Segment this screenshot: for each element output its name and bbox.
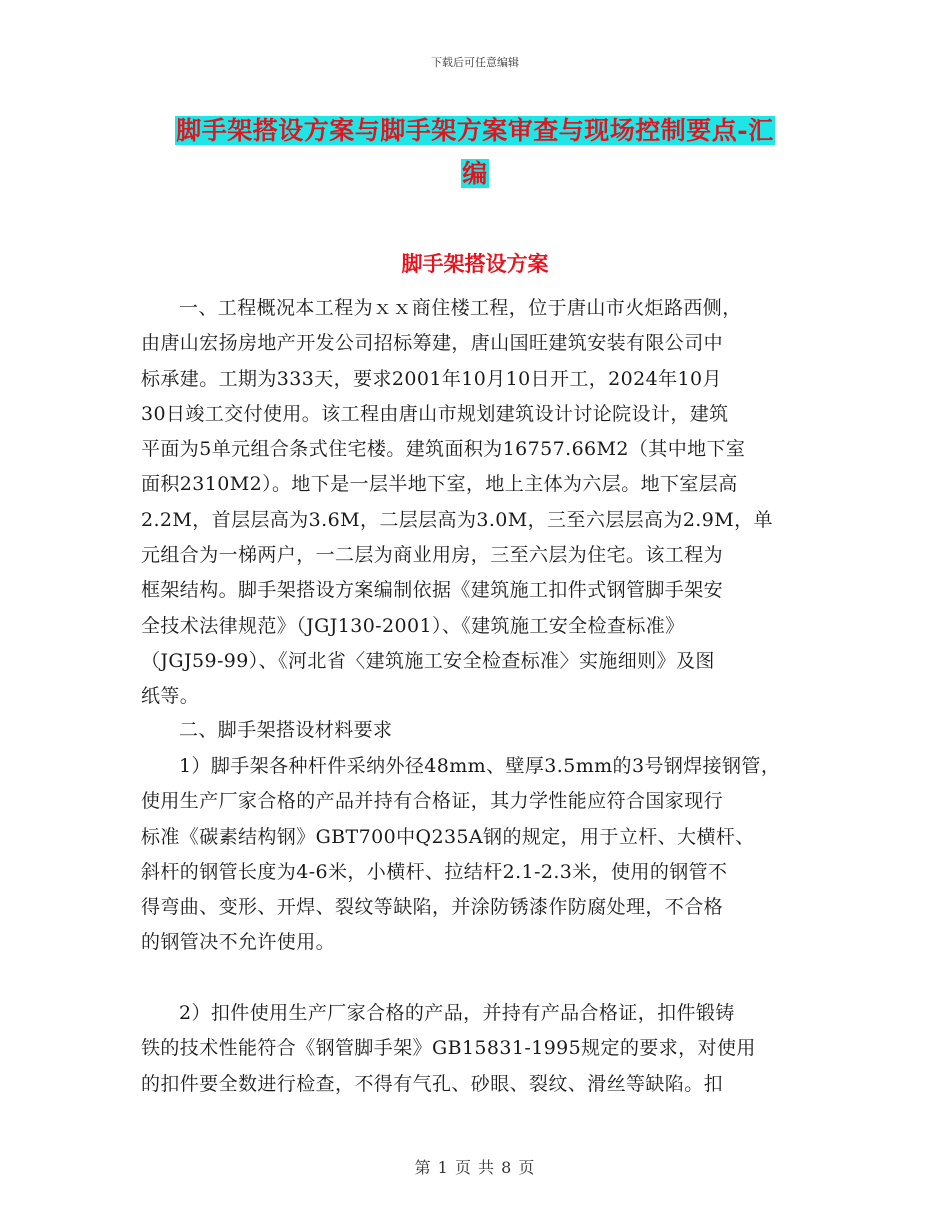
title-highlight-1: 脚手架搭设方案与脚手架方案审查与现场控制要点-汇 <box>176 116 774 145</box>
section-title: 脚手架搭设方案 <box>401 251 549 276</box>
paragraph-fastener-requirements: 2）扣件使用生产厂家合格的产品，并持有产品合格证，扣件锻铸 铁的技术性能符合《钢管脚手架》GB15831-1995规定的要求，对使用 的扣件要全数进行检查，不得有气孔、砂眼、裂纹、滑丝等缺陷。扣 <box>141 1002 756 1095</box>
paragraph-project-overview: 一、工程概况本工程为ｘｘ商住楼工程，位于唐山市火炬路西侧， 由唐山宏扬房地产开发公司招标筹建，唐山国旺建筑安装有限公司中 标承建。工期为333天，要求2001年10月10日开工，2024年10月 30日竣工交付使用。该工程由唐山市规划建筑设计讨论院设计，建筑 平面为5单元组合条式住宅楼。建筑面积为16757.66M2（其中地下室 面积2310M2）。地下是一层半地下室，地上主体为六层。地下室层高 2.2M，首层层高为3.6M，二层层高为3.0M，三至六层层高为2.9M，单 元组合为一梯两户，一二层为商业用房，三至六层为住宅。该工程为 框架结构。脚手架搭设方案编制依据《建筑施工扣件式钢管脚手架安 全技术法律规范》（JGJ130-2001）、《建筑施工安全检查标准》 （JGJ59-99）、《河北省〈建筑施工安全检查标准〉实施细则》及图 纸等。 <box>141 297 773 708</box>
document-title-line-1 <box>0 112 950 150</box>
title-highlight-2: 编 <box>462 159 488 188</box>
page-number: 第 1 页 共 8 页 <box>414 1158 536 1177</box>
header-note: 下载后可任意编辑 <box>431 56 519 69</box>
paragraph-material-heading: 二、脚手架搭设材料要求 <box>179 719 393 741</box>
paragraph-steel-pipe-requirements: 1）脚手架各种杆件采纳外径48mm、壁厚3.5mm的3号钢焊接钢管， 使用生产厂家合格的产品并持有合格证，其力学性能应符合国家现行 标准《碳素结构钢》GBT700中Q235A钢的规定，用于立杆、大横杆、 斜杆的钢管长度为4-6米，小横杆、拉结杆2.1-2.3米，使用的钢管不 得弯曲、变形、开焊、裂纹等缺陷，并涂防锈漆作防腐处理，不合格 的钢管决不允许使用。 <box>141 755 781 954</box>
document-title-line-2 <box>0 155 950 193</box>
